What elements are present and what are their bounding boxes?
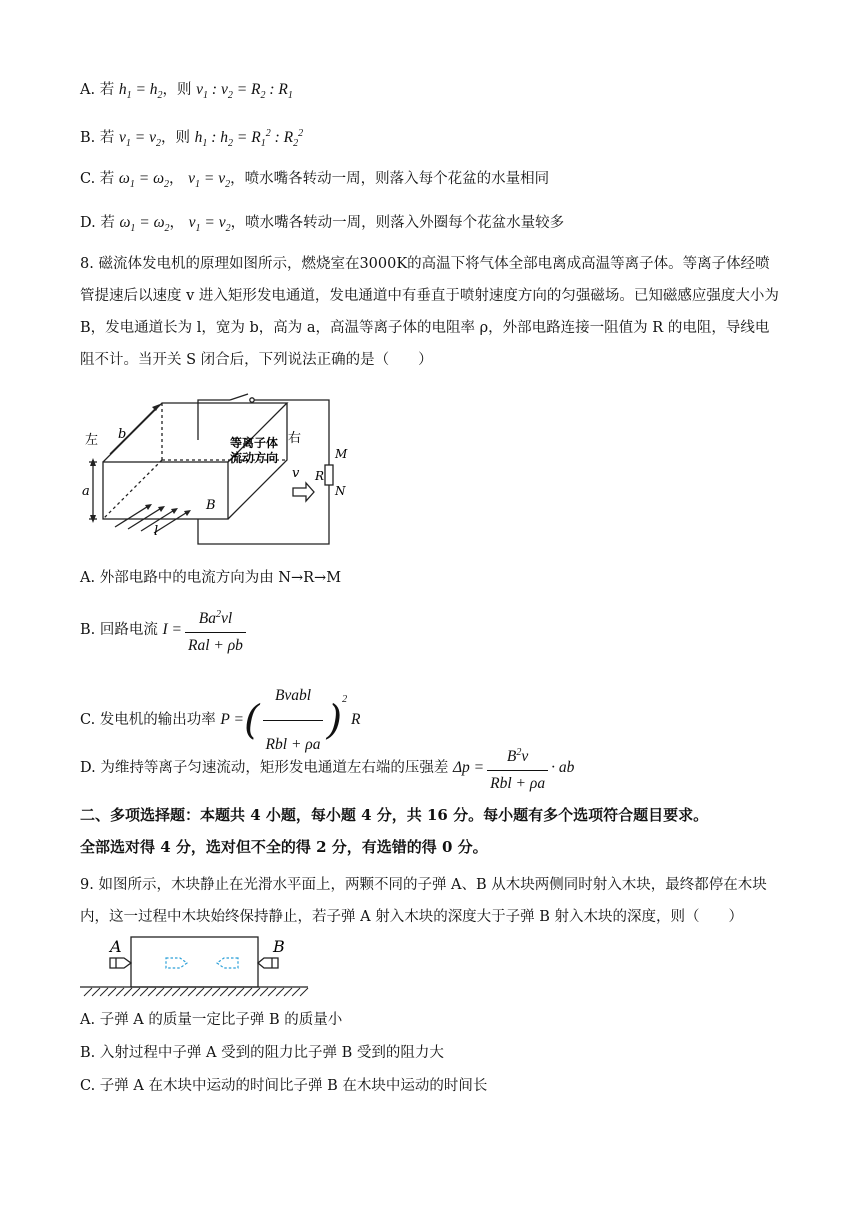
q9-bullets-block-diagram — [80, 934, 310, 1002]
label-R: R — [315, 469, 325, 483]
label-plasma: 等离子体 — [230, 436, 279, 450]
q7-option-a-cond: $h_1 = h_2$ — [118, 81, 163, 102]
section-2-line-1: 二、多项选择题：本题共 4 小题，每小题 4 分，共 16 分。每小题有多个选项符合题目要求。 — [80, 806, 709, 824]
b-field-arrow-3 — [141, 509, 176, 531]
label-left: 左 — [85, 433, 99, 448]
q8-option-d-formula: Δp = $\frac{B^2v}{\text{Rbl + ρa}}$ · ab — [453, 759, 574, 776]
q8-option-a-text: A. 外部电路中的电流方向为由 N→R→M — [80, 570, 342, 586]
q7-option-c-cond2: $v_1 = v_2$ — [188, 170, 231, 191]
q8-option-b-formula: I = $\frac{Ba^2vl}{\text{Ral + ρb}}$ — [162, 621, 248, 638]
q8-option-c-text: C. 发电机的输出功率 — [80, 712, 216, 729]
q7-option-b[interactable] — [80, 124, 303, 154]
q8-option-c-formula: P =( $\frac{\text{Bvabl}}{\text{Rbl + ρa}}$ )$^2$ R — [220, 711, 360, 728]
q9-option-b[interactable] — [80, 1043, 444, 1063]
bullet-b-embedded — [217, 958, 238, 968]
q8-option-b-text: B. 回路电流 — [80, 622, 158, 639]
q7-option-a-mid: ，则 — [162, 82, 192, 98]
section-2-heading — [80, 799, 780, 863]
q7-option-a[interactable] — [80, 80, 293, 106]
q7-option-b-prefix: B. 若 — [80, 130, 115, 147]
q7-option-c-cond1: $\omega_1 = \omega_2$ — [118, 170, 170, 191]
ground-hatching — [84, 988, 308, 996]
q9-option-c-text: C. 子弹 A 在木块中运动的时间比子弹 B 在木块中运动的时间长 — [80, 1078, 488, 1094]
q8-stem: 8. 磁流体发电机的原理如图所示，燃烧室在3000K的高温下将气体全部电离成高温等离子体。等离子体经喷管提速后以速度 v 进入矩形发电通道，发电通道中有垂直于喷射速度方向的匀强磁场。已知磁感应强度大小为 B，发电通道长为 l，宽为 b，高为 a，高温等离子体的电阻率 ρ，外部电路连接一阻值为 R 的电阻，导线电阻不计。当开关 S 闭合后，下列说法正确的是（ ） — [80, 256, 779, 368]
section-2-line-2: 全部选对得 4 分，选对但不全的得 2 分，有选错的得 0 分。 — [80, 838, 488, 856]
label-b: b — [118, 427, 127, 442]
top-electrode-wire — [198, 400, 230, 440]
q7-option-b-mid: ，则 — [160, 130, 190, 147]
q7-option-c-prefix: C. 若 — [80, 171, 115, 187]
label-bullet-b: B — [273, 937, 285, 956]
label-v: v — [292, 466, 300, 481]
q8-mhd-generator-diagram — [80, 392, 370, 552]
q7-option-d-sep: ， — [169, 215, 185, 231]
q9-option-a-text: A. 子弹 A 的质量一定比子弹 B 的质量小 — [80, 1012, 343, 1028]
q8-option-a[interactable] — [80, 568, 341, 588]
q7-option-a-prefix: A. 若 — [80, 82, 115, 98]
q8-option-d[interactable] — [80, 742, 574, 795]
q8-option-b[interactable] — [80, 604, 249, 657]
label-l: l — [154, 524, 159, 539]
q9-option-b-text: B. 入射过程中子弹 A 受到的阻力比子弹 B 受到的阻力大 — [80, 1045, 444, 1061]
label-B-field: B — [206, 498, 216, 513]
q9-option-c[interactable] — [80, 1076, 487, 1096]
q7-option-c-tail: ，喷水嘴各转动一周，则落入每个花盆的水量相同 — [230, 171, 550, 187]
q7-option-b-cond: $v_1 = v_2$ — [118, 129, 161, 150]
q8-option-d-text: D. 为维持等离子匀速流动，矩形发电通道左右端的压强差 — [80, 760, 449, 777]
label-right: 右 — [288, 431, 302, 446]
q7-option-c[interactable] — [80, 169, 549, 195]
label-M: M — [335, 447, 348, 461]
q9-option-a[interactable] — [80, 1010, 342, 1030]
flow-direction-arrow — [293, 483, 314, 501]
q7-option-d-prefix: D. 若 — [80, 215, 115, 231]
label-bullet-a: A — [110, 937, 122, 956]
circuit-wire-bottom — [198, 485, 329, 544]
q7-option-d-cond2: $v_1 = v_2$ — [188, 214, 231, 235]
q7-option-d-tail: ，喷水嘴各转动一周，则落入外圈每个花盆水量较多 — [230, 215, 565, 231]
b-field-arrow-4 — [154, 511, 189, 533]
switch-blade[interactable] — [230, 394, 248, 400]
b-field-arrow-1 — [115, 505, 150, 527]
q9-stem: 9. 如图所示，木块静止在光滑水平面上，两颗不同的子弹 A、B 从木块两侧同时射入木块，最终都停在木块内，这一过程中木块始终保持静止，若子弹 A 射入木块的深度大于子弹 B 射入木块的深度，则（ ） — [80, 877, 767, 925]
resistor-r — [325, 465, 333, 485]
q7-option-b-result: $h_1$ : $h_2 = R_1^2$ : $R_2^2$ — [194, 128, 304, 150]
q7-option-d-cond1: $\omega_1 = \omega_2$ — [119, 214, 170, 235]
bullet-a — [110, 958, 131, 968]
hidden-edge-diagonal — [103, 460, 162, 519]
wood-block — [131, 937, 258, 987]
label-N: N — [335, 484, 346, 498]
label-a: a — [82, 484, 90, 499]
q7-option-a-result: $v_1$ : $v_2 = R_2$ : $R_1$ — [196, 81, 293, 102]
switch-contact — [250, 398, 254, 402]
bullet-a-embedded — [166, 958, 187, 968]
q7-option-c-sep: ， — [169, 171, 184, 187]
q7-option-d[interactable] — [80, 213, 564, 239]
bullet-b — [258, 958, 278, 968]
label-flow-direction: 流动方向 — [230, 451, 279, 465]
